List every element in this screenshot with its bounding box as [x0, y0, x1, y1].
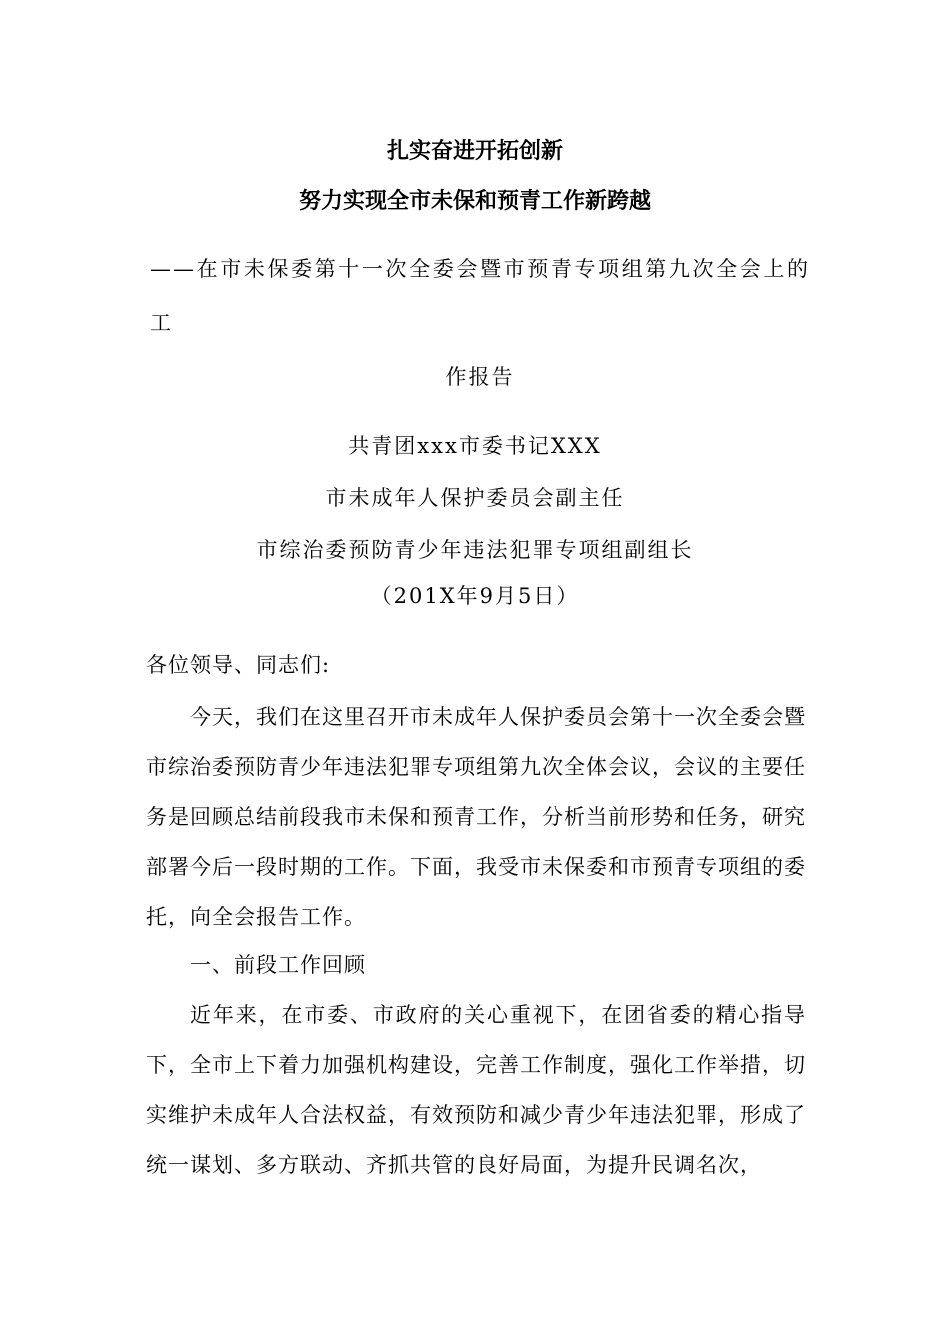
- section-heading: 一、前段工作回顾: [190, 953, 366, 977]
- subtitle-line1: ——在市未保委第十一次全委会暨市预青专项组第九次全会上的工: [150, 257, 810, 335]
- salutation: 各位领导、同志们:: [146, 653, 331, 677]
- report-date: （201X年9月5日）: [370, 584, 580, 608]
- subtitle-line2: 作报告: [445, 365, 515, 389]
- document-title-line1: 扎实奋进开拓创新: [386, 138, 563, 164]
- author-line2: 市未成年人保护委员会副主任: [325, 486, 625, 510]
- author-line1: 共青团xxx市委书记XXX: [348, 434, 602, 458]
- author-line3: 市综治委预防青少年违法犯罪专项组副组长: [256, 538, 694, 562]
- document-title-line2: 努力实现全市未保和预青工作新跨越: [298, 188, 651, 214]
- document-subtitle: [150, 242, 810, 404]
- paragraph-review: 近年来，在市委、市政府的关心重视下，在团省委的精心指导下，全市上下着力加强机构建设，完善工作制度，强化工作举措，切实维护未成年人合法权益，有效预防和减少青少年违法犯罪，形成了统一谋划、多方联动、齐抓共管的良好局面，为提升民调名次，: [146, 1003, 806, 1177]
- paragraph-intro: 今天，我们在这里召开市未成年人保护委员会第十一次全委会暨市综治委预防青少年违法犯罪专项组第九次全体会议，会议的主要任务是回顾总结前段我市未保和预青工作，分析当前形势和任务，研究部署今后一段时期的工作。下面，我受市未保委和市预青专项组的委托，向全会报告工作。: [146, 705, 806, 929]
